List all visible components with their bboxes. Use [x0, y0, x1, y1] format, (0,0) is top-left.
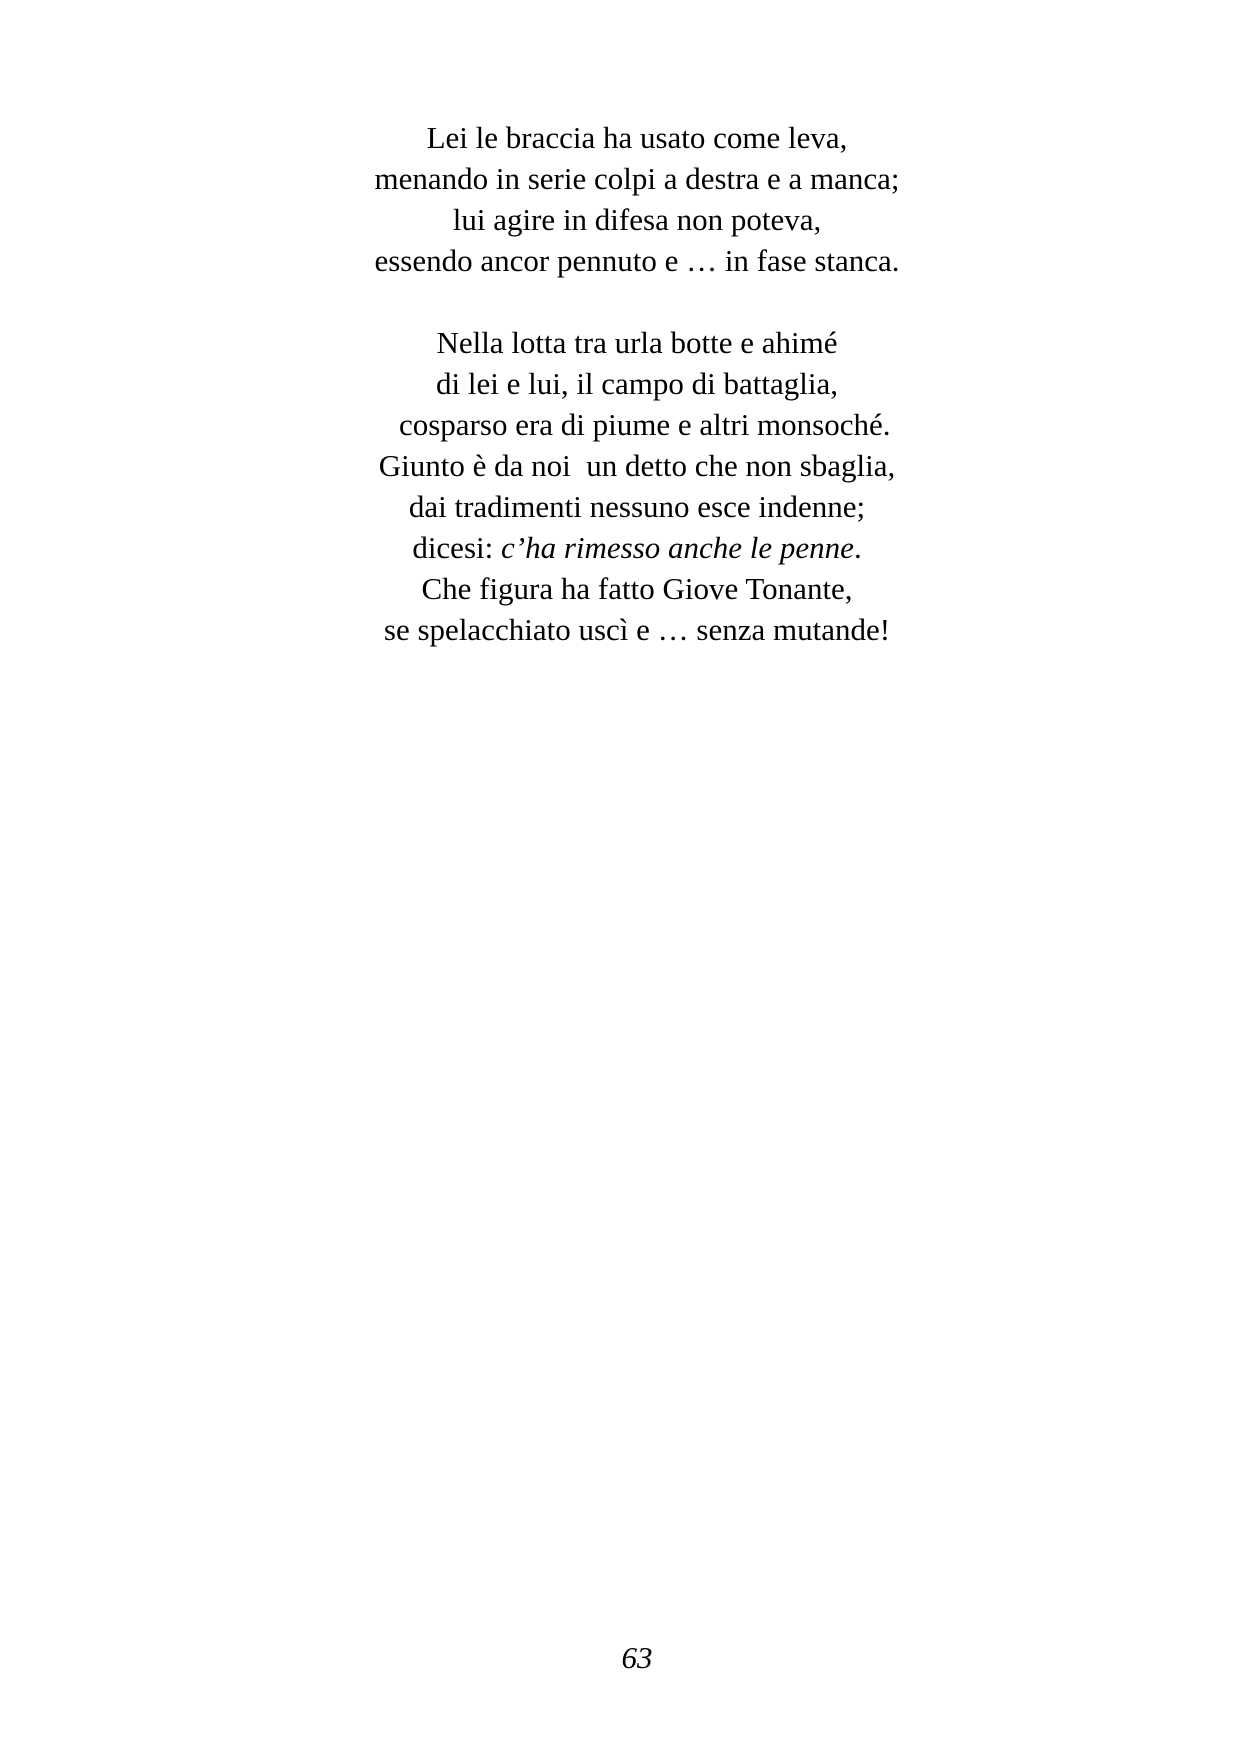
poem-line: Che figura ha fatto Giove Tonante,	[421, 571, 853, 606]
poem-line: essendo ancor pennuto e … in fase stanca.	[374, 243, 900, 278]
poem-line: cosparso era di piume e altri monsoché.	[383, 407, 891, 442]
poem-line: se spelacchiato uscì e … senza mutande!	[383, 612, 891, 647]
stanza-2	[0, 322, 1240, 650]
poem-line: menando in serie colpi a destra e a manca;	[374, 161, 900, 196]
poem-line: di lei e lui, il campo di battaglia,	[435, 366, 839, 401]
stanza-divider	[0, 281, 1240, 322]
poem-line: Lei le braccia ha usato come leva,	[426, 120, 848, 155]
line-prefix: dicesi:	[412, 530, 501, 565]
line-suffix: .	[853, 530, 862, 565]
stanza-1	[0, 117, 1240, 281]
poem-line: Nella lotta tra urla botte e ahimé	[436, 325, 838, 360]
poem-line: dai tradimenti nessuno esce indenne;	[408, 489, 866, 524]
poem-line-with-italic	[0, 527, 1240, 568]
poem-body	[0, 117, 1240, 650]
poem-line: Giunto è da noi un detto che non sbaglia,	[378, 448, 896, 483]
italic-phrase: c’ha rimesso anche le penne	[500, 530, 854, 565]
page-number: 63	[621, 1640, 653, 1675]
poem-line: lui agire in difesa non poteva,	[452, 202, 822, 237]
